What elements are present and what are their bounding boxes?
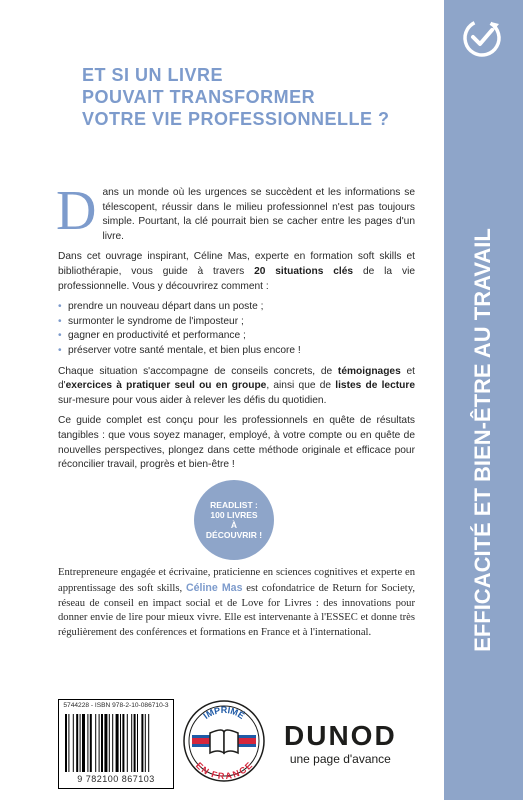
- barcode-bar: [134, 714, 136, 772]
- bullet-item: • préserver votre santé mentale, et bien plus encore !: [58, 344, 415, 359]
- barcode-bar: [104, 714, 107, 772]
- intro-text: ans un monde où les urgences se succèdent et les informations se télescopent, réussir dans le milieu professionnel n'est pas toujours simple. Pourtant, la clé pourrait bien se cacher entre les pages d'un livre.: [102, 187, 415, 242]
- stamp-bottom-text: EN FRANCE: [193, 760, 255, 782]
- bio-text-a: Entrepreneure engagée et écrivaine, praticienne en sciences cognitives et experte en apprentissage des soft skills,: [58, 567, 415, 594]
- barcode-bar: [145, 714, 146, 772]
- bio-text-b: est cofondatrice de Return for Society, réseau de conseil en impact social et de Love for Livres : des innovations pour donner envie de lire pour mieux vivre. Elle est intervenante à l'ESSEC et donne très régulièrement des conférences et formations en France et à l'international.: [58, 582, 415, 639]
- bullet-item: • prendre un nouveau départ dans un poste ;: [58, 300, 415, 315]
- barcode-bar: [65, 714, 67, 772]
- barcode-bar: [131, 714, 132, 772]
- publisher-name: DUNOD: [284, 720, 397, 751]
- barcode-bars: [65, 714, 167, 772]
- para3-text-d: sur-mesure pour vous aider à relever les défis du quotidien.: [58, 394, 327, 406]
- barcode-bar: [122, 714, 124, 772]
- barcode-bar: [141, 714, 143, 772]
- readlist-badge: [194, 480, 274, 560]
- para3-text-b: et d': [58, 365, 415, 392]
- barcode-bar: [101, 714, 103, 772]
- check-badge-icon: [461, 17, 503, 59]
- barcode-bar: [90, 714, 92, 772]
- barcode-bar: [127, 714, 128, 772]
- headline: [82, 64, 432, 130]
- barcode-bar: [80, 714, 81, 772]
- para3-bold-b: exercices à pratiquer seul ou en groupe: [65, 380, 267, 392]
- author-name: Céline Mas: [185, 581, 243, 594]
- barcode-bar: [116, 714, 119, 772]
- para2-text-b: de la vie professionnelle. Vous y découvrirez comment :: [58, 265, 415, 292]
- badge-line-4: DÉCOUVRIR !: [205, 530, 263, 540]
- author-bio: [58, 566, 415, 641]
- publisher-logo: [284, 722, 397, 766]
- paragraph-2: [58, 250, 415, 294]
- bullet-list: [58, 300, 415, 358]
- intro-paragraph: [56, 180, 415, 244]
- isbn-text: 5744228 - ISBN 978-2-10-086710-3: [63, 702, 169, 709]
- barcode-bar: [76, 714, 78, 772]
- sidebar-title: EFFICACITÉ ET BIEN-ÊTRE AU TRAVAIL: [470, 228, 495, 652]
- bullet-item: • surmonter le syndrome de l'imposteur ;: [58, 315, 415, 330]
- barcode-bar: [148, 714, 149, 772]
- badge-line-3: À: [230, 520, 238, 530]
- paragraph-3: [58, 365, 415, 409]
- barcode-digits: 9 782100 867103: [77, 774, 155, 784]
- book-icon: [210, 730, 238, 753]
- para3-bold-a: témoignages: [337, 365, 401, 377]
- badge-line-2: 100 LIVRES: [210, 510, 258, 520]
- para3-text-a: Chaque situation s'accompagne de conseils concrets, de: [58, 365, 338, 377]
- publisher-tagline: une page d'avance: [289, 752, 391, 766]
- barcode-bar: [120, 714, 121, 772]
- badge-line-1: READLIST :: [210, 500, 258, 510]
- barcode-bar: [95, 714, 96, 772]
- para3-bold-c: listes de lecture: [335, 380, 416, 392]
- headline-line-1: ET SI UN LIVRE: [82, 65, 224, 85]
- stamp-top-text: IMPRIMÉ: [201, 705, 247, 721]
- barcode-bar: [112, 714, 113, 772]
- barcode-bar: [137, 714, 138, 772]
- paragraph-4: Ce guide complet est conçu pour les professionnels en quête de résultats tangibles : que vous soyez manager, employé, à votre compte ou en quête de nouvelles perspectives, plongez dans cette méthode originale et efficace pour réconcilier travail, progrès et bien-être !: [58, 415, 415, 471]
- barcode: [58, 699, 174, 789]
- body-text: [56, 180, 416, 479]
- bullet-item: • gagner en productivité et performance ;: [58, 329, 415, 344]
- para3-text-c: , ainsi que de: [266, 380, 336, 392]
- headline-line-2: POUVAIT TRANSFORMER: [82, 87, 316, 107]
- para2-text-a: Dans cet ouvrage inspirant, Céline Mas, experte en formation soft skills et bibliothérapie, vous guide à travers: [58, 251, 415, 277]
- barcode-bar: [82, 714, 85, 772]
- barcode-bar: [68, 714, 69, 772]
- para2-bold: 20 situations clés: [254, 265, 354, 277]
- barcode-bar: [109, 714, 110, 772]
- drop-cap: D: [56, 180, 97, 242]
- imprime-en-france-stamp: [180, 697, 268, 785]
- barcode-bar: [87, 714, 88, 772]
- headline-line-3: VOTRE VIE PROFESSIONNELLE ?: [82, 109, 390, 129]
- barcode-bar: [73, 714, 74, 772]
- barcode-bar: [99, 714, 100, 772]
